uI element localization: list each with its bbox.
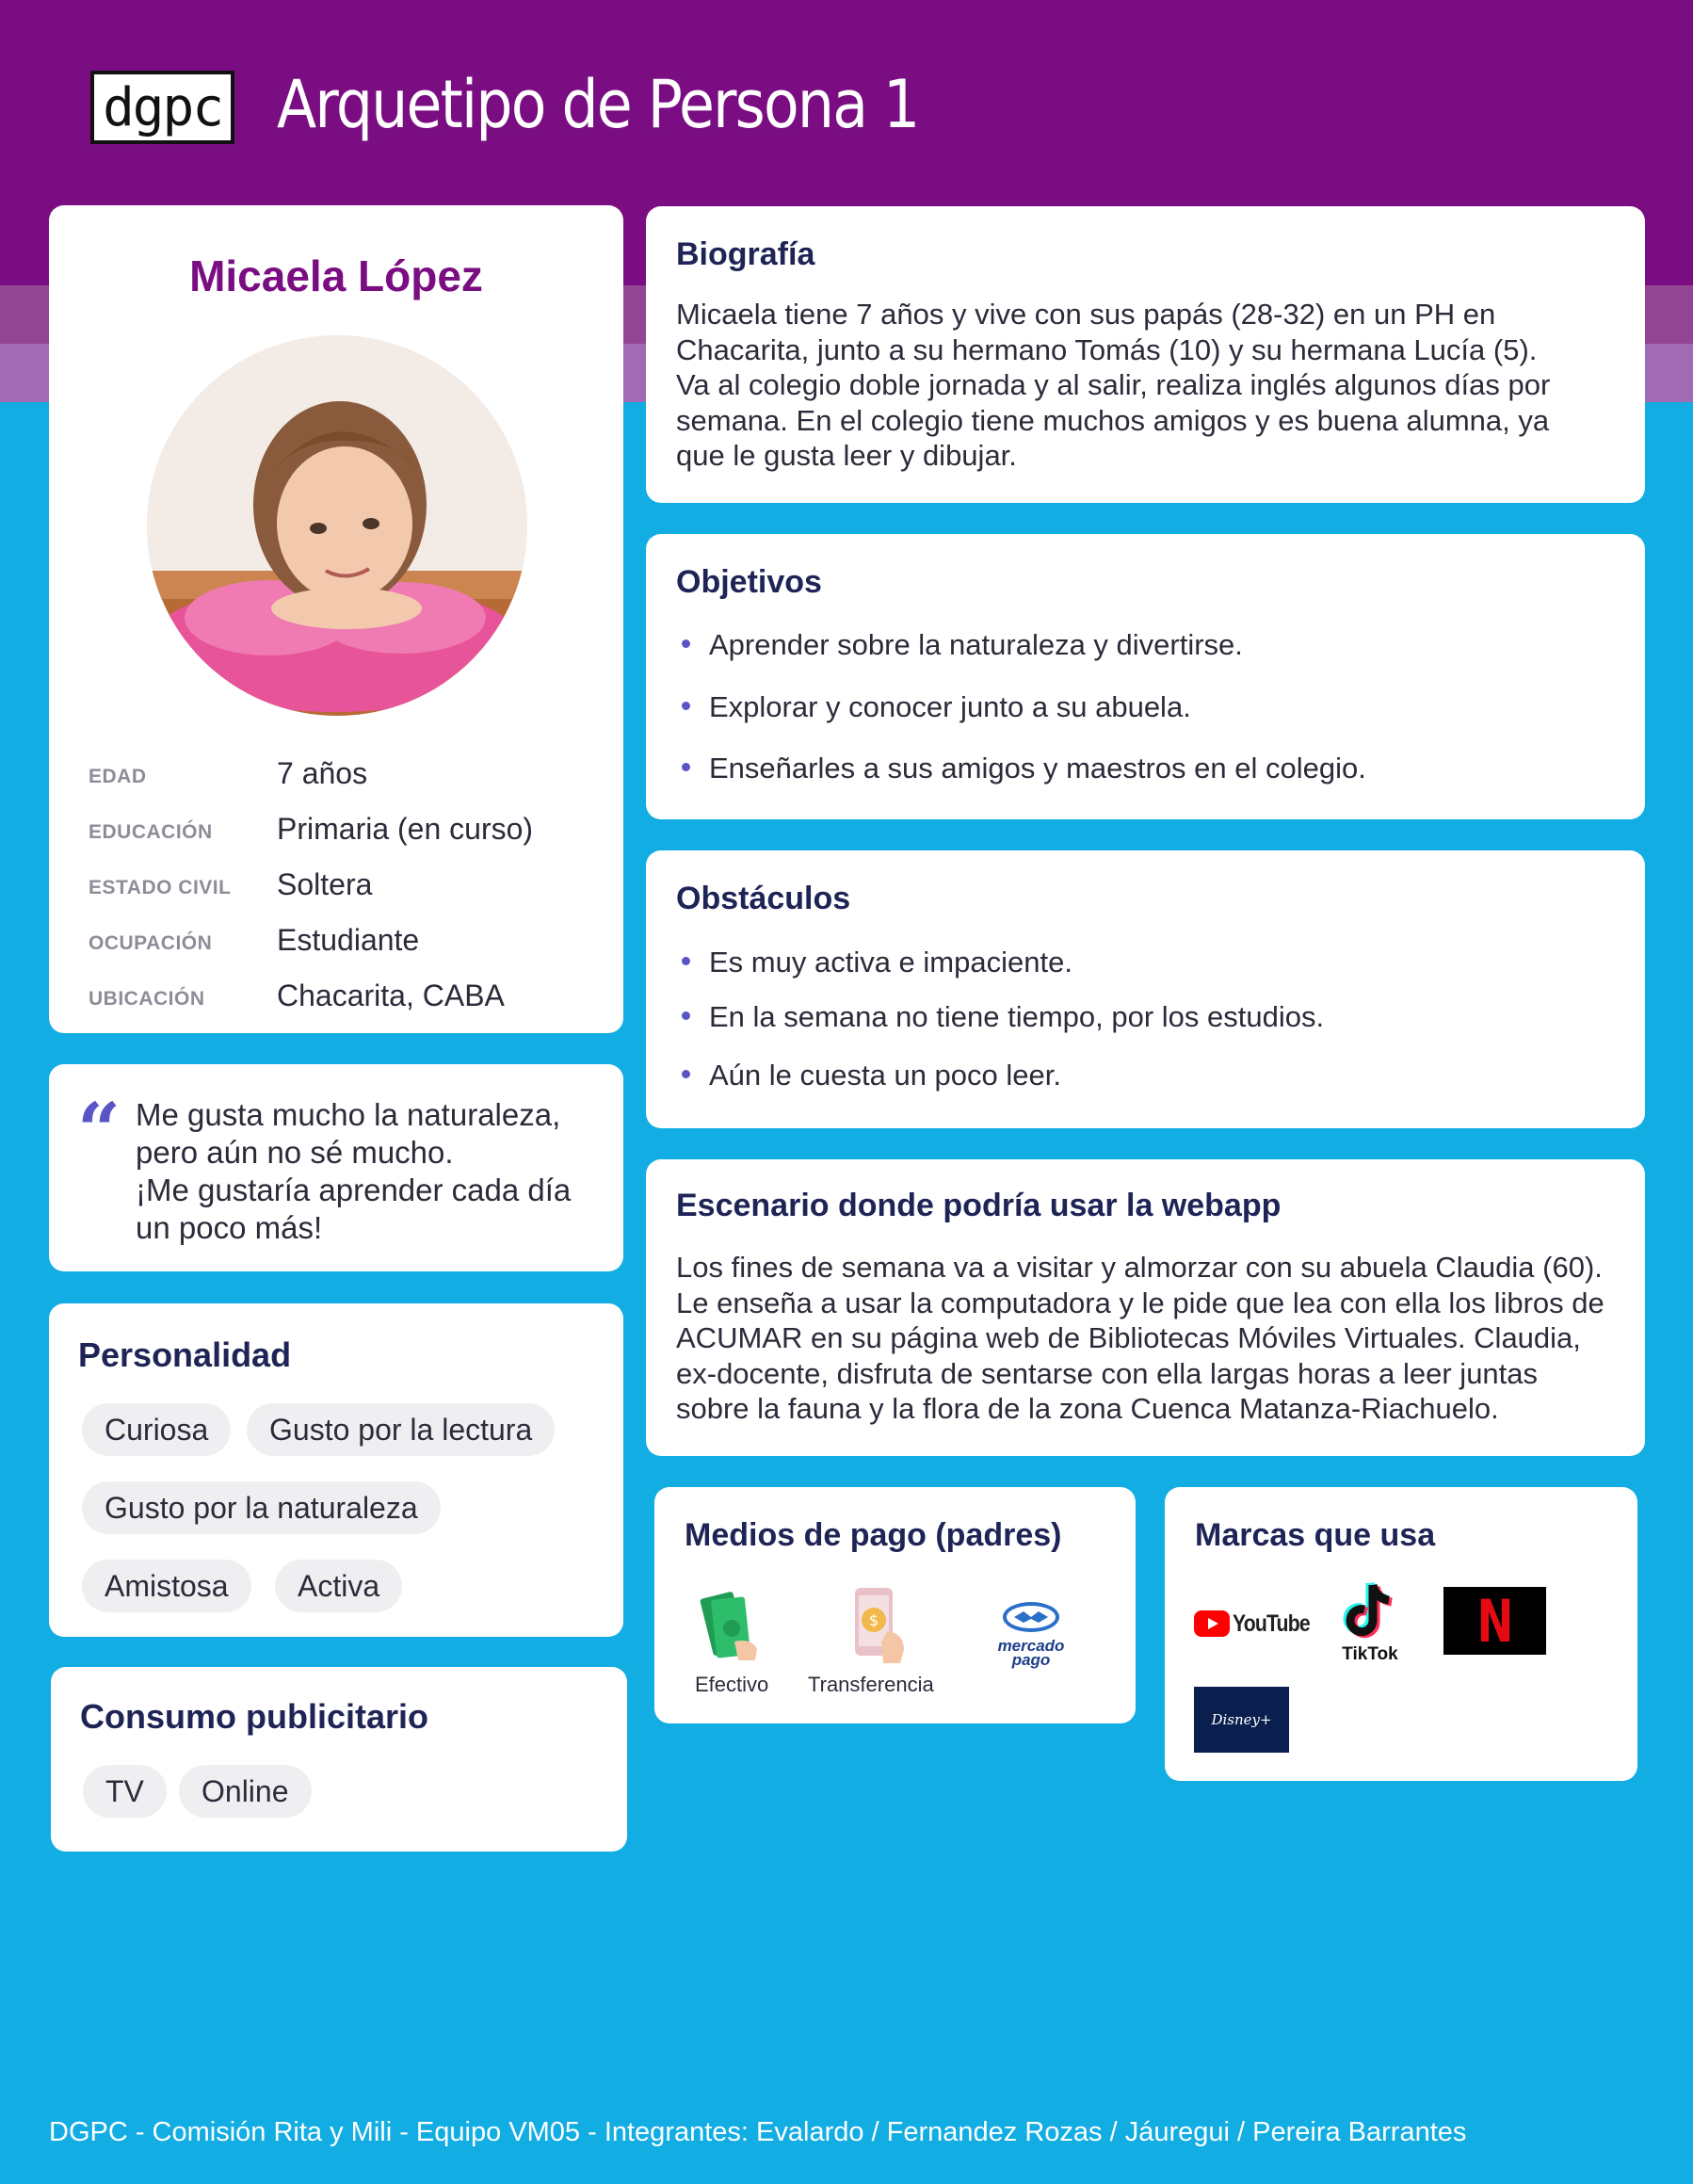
girl-portrait-icon <box>147 335 527 716</box>
medios-de-pago-card <box>654 1487 1136 1723</box>
section-title: Objetivos <box>676 564 822 600</box>
escenario-card <box>646 1159 1645 1456</box>
page-title: Arquetipo de Persona 1 <box>277 66 919 143</box>
netflix-n: N <box>1476 1586 1513 1656</box>
bullet-icon <box>682 1070 690 1078</box>
quote-line: un poco más! <box>136 1210 323 1245</box>
objetivos-card <box>646 534 1645 819</box>
attr-ocupacion <box>89 923 616 972</box>
attr-value: 7 años <box>277 756 368 790</box>
footer-credits: DGPC - Comisión Rita y Mili - Equipo VM05 - Integrantes: Evalardo / Fernandez Rozas / Jáuregui / Pereira Barrantes <box>49 2117 1467 2147</box>
quote-line: Me gusta mucho la naturaleza, <box>136 1097 561 1132</box>
media-chip: Online <box>179 1765 312 1818</box>
trait-chip: Gusto por la naturaleza <box>82 1481 441 1534</box>
goal-text: Aprender sobre la naturaleza y divertirse. <box>709 628 1243 661</box>
youtube-logo <box>1194 1607 1323 1641</box>
obstacle-item <box>682 1059 1061 1092</box>
youtube-play-icon <box>1194 1610 1230 1637</box>
cash-icon <box>697 1589 763 1664</box>
attr-value: Estudiante <box>277 923 420 957</box>
tiktok-note-icon <box>1342 1581 1398 1642</box>
handshake-icon <box>1001 1600 1061 1634</box>
text-line: semana. En el colegio tiene muchos amigos y es buena alumna, ya <box>676 403 1550 437</box>
text-line: Chacarita, junto a su hermano Tomás (10) y su hermana Lucía (5). <box>676 332 1538 366</box>
attr-value: Primaria (en curso) <box>277 812 534 846</box>
section-title: Consumo publicitario <box>80 1697 429 1736</box>
youtube-wordmark: YouTube <box>1233 1610 1310 1637</box>
text-line: ACUMAR en su página web de Bibliotecas Móviles Virtuales. Claudia, <box>676 1321 1581 1354</box>
payment-label: Transferencia <box>808 1673 934 1696</box>
trait-chip: Curiosa <box>82 1403 231 1456</box>
goal-item <box>682 690 1191 724</box>
section-title: Obstáculos <box>676 881 851 916</box>
tiktok-logo <box>1337 1581 1403 1672</box>
persona-photo <box>147 335 527 716</box>
obstacle-item <box>682 946 1072 979</box>
attr-estado-civil <box>89 867 616 916</box>
section-title: Biografía <box>676 236 815 272</box>
attr-educacion <box>89 812 616 861</box>
escenario-text <box>676 1250 1604 1427</box>
attr-value: Chacarita, CABA <box>277 979 505 1012</box>
goal-text: Enseñarles a sus amigos y maestros en el colegio. <box>709 752 1366 785</box>
text-line: Va al colegio doble jornada y al salir, realiza inglés algunos días por <box>676 368 1551 401</box>
quote-text <box>136 1096 606 1247</box>
attr-ubicacion <box>89 979 616 1027</box>
bullet-icon <box>682 1011 690 1020</box>
text-line: ex-docente, disfruta de sentarse con ella largas horas a leer juntas <box>676 1356 1539 1390</box>
attr-key: ESTADO CIVIL <box>89 877 232 898</box>
netflix-logo <box>1443 1587 1546 1655</box>
quote-card <box>49 1064 623 1271</box>
bullet-icon <box>682 957 690 965</box>
obstacle-item <box>682 1000 1324 1034</box>
goal-text: Explorar y conocer junto a su abuela. <box>709 690 1191 723</box>
trait-chip: Activa <box>275 1560 402 1612</box>
payment-label: Efectivo <box>695 1673 769 1696</box>
text-line: Micaela tiene 7 años y vive con sus papás (28-32) en un PH en <box>676 298 1496 331</box>
media-chip: TV <box>83 1765 167 1818</box>
text-line: Los fines de semana va a visitar y almorzar con su abuela Claudia (60). <box>676 1251 1603 1284</box>
section-title: Marcas que usa <box>1195 1517 1436 1553</box>
attr-key: OCUPACIÓN <box>89 932 213 954</box>
text-line: sobre la fauna y la flora de la zona Cuenca Matanza-Riachuelo. <box>676 1392 1499 1425</box>
profile-card <box>49 205 623 1033</box>
persona-name: Micaela López <box>189 251 483 300</box>
attr-key: UBICACIÓN <box>89 988 205 1010</box>
personalidad-card <box>49 1303 623 1637</box>
biografia-text <box>676 297 1550 474</box>
quote-icon: “ <box>77 1086 121 1174</box>
section-title: Escenario donde podría usar la webapp <box>676 1188 1282 1223</box>
consumo-card <box>51 1667 627 1852</box>
goal-item <box>682 752 1366 785</box>
marcas-card <box>1165 1487 1637 1781</box>
goal-item <box>682 628 1243 662</box>
svg-text:$: $ <box>868 1611 879 1629</box>
disney-wordmark: Disney+ <box>1211 1711 1272 1728</box>
disney-plus-logo <box>1194 1687 1289 1753</box>
trait-chip: Gusto por la lectura <box>247 1403 555 1456</box>
attr-key: EDAD <box>89 766 147 787</box>
tiktok-wordmark: TikTok <box>1342 1644 1398 1664</box>
trait-chip: Amistosa <box>82 1560 251 1612</box>
bullet-icon <box>682 639 690 648</box>
phone-transfer-icon <box>846 1584 908 1665</box>
biografia-card <box>646 206 1645 503</box>
quote-line: pero aún no sé mucho. <box>136 1135 454 1170</box>
attr-edad <box>89 756 616 805</box>
bullet-icon <box>682 763 690 771</box>
bullet-icon <box>682 702 690 710</box>
quote-line: ¡Me gustaría aprender cada día <box>136 1173 572 1207</box>
section-title: Medios de pago (padres) <box>685 1517 1062 1553</box>
text-line: que le gusta leer y dibujar. <box>676 439 1017 472</box>
mercado-pago-text: pago <box>1011 1651 1051 1669</box>
attr-value: Soltera <box>277 867 373 901</box>
obstaculos-card <box>646 850 1645 1128</box>
obstacle-text: Es muy activa e impaciente. <box>709 946 1072 979</box>
attr-key: EDUCACIÓN <box>89 821 213 843</box>
text-line: Le enseña a usar la computadora y le pide que lea con ella los libros de <box>676 1286 1604 1319</box>
obstacle-text: En la semana no tiene tiempo, por los estudios. <box>709 1000 1325 1033</box>
mercado-pago-logo <box>993 1600 1069 1675</box>
section-title: Personalidad <box>78 1335 292 1374</box>
obstacle-text: Aún le cuesta un poco leer. <box>709 1059 1061 1092</box>
dgpc-logo: dgpc <box>90 71 234 144</box>
mercado-pago-text: mercado <box>997 1637 1065 1655</box>
